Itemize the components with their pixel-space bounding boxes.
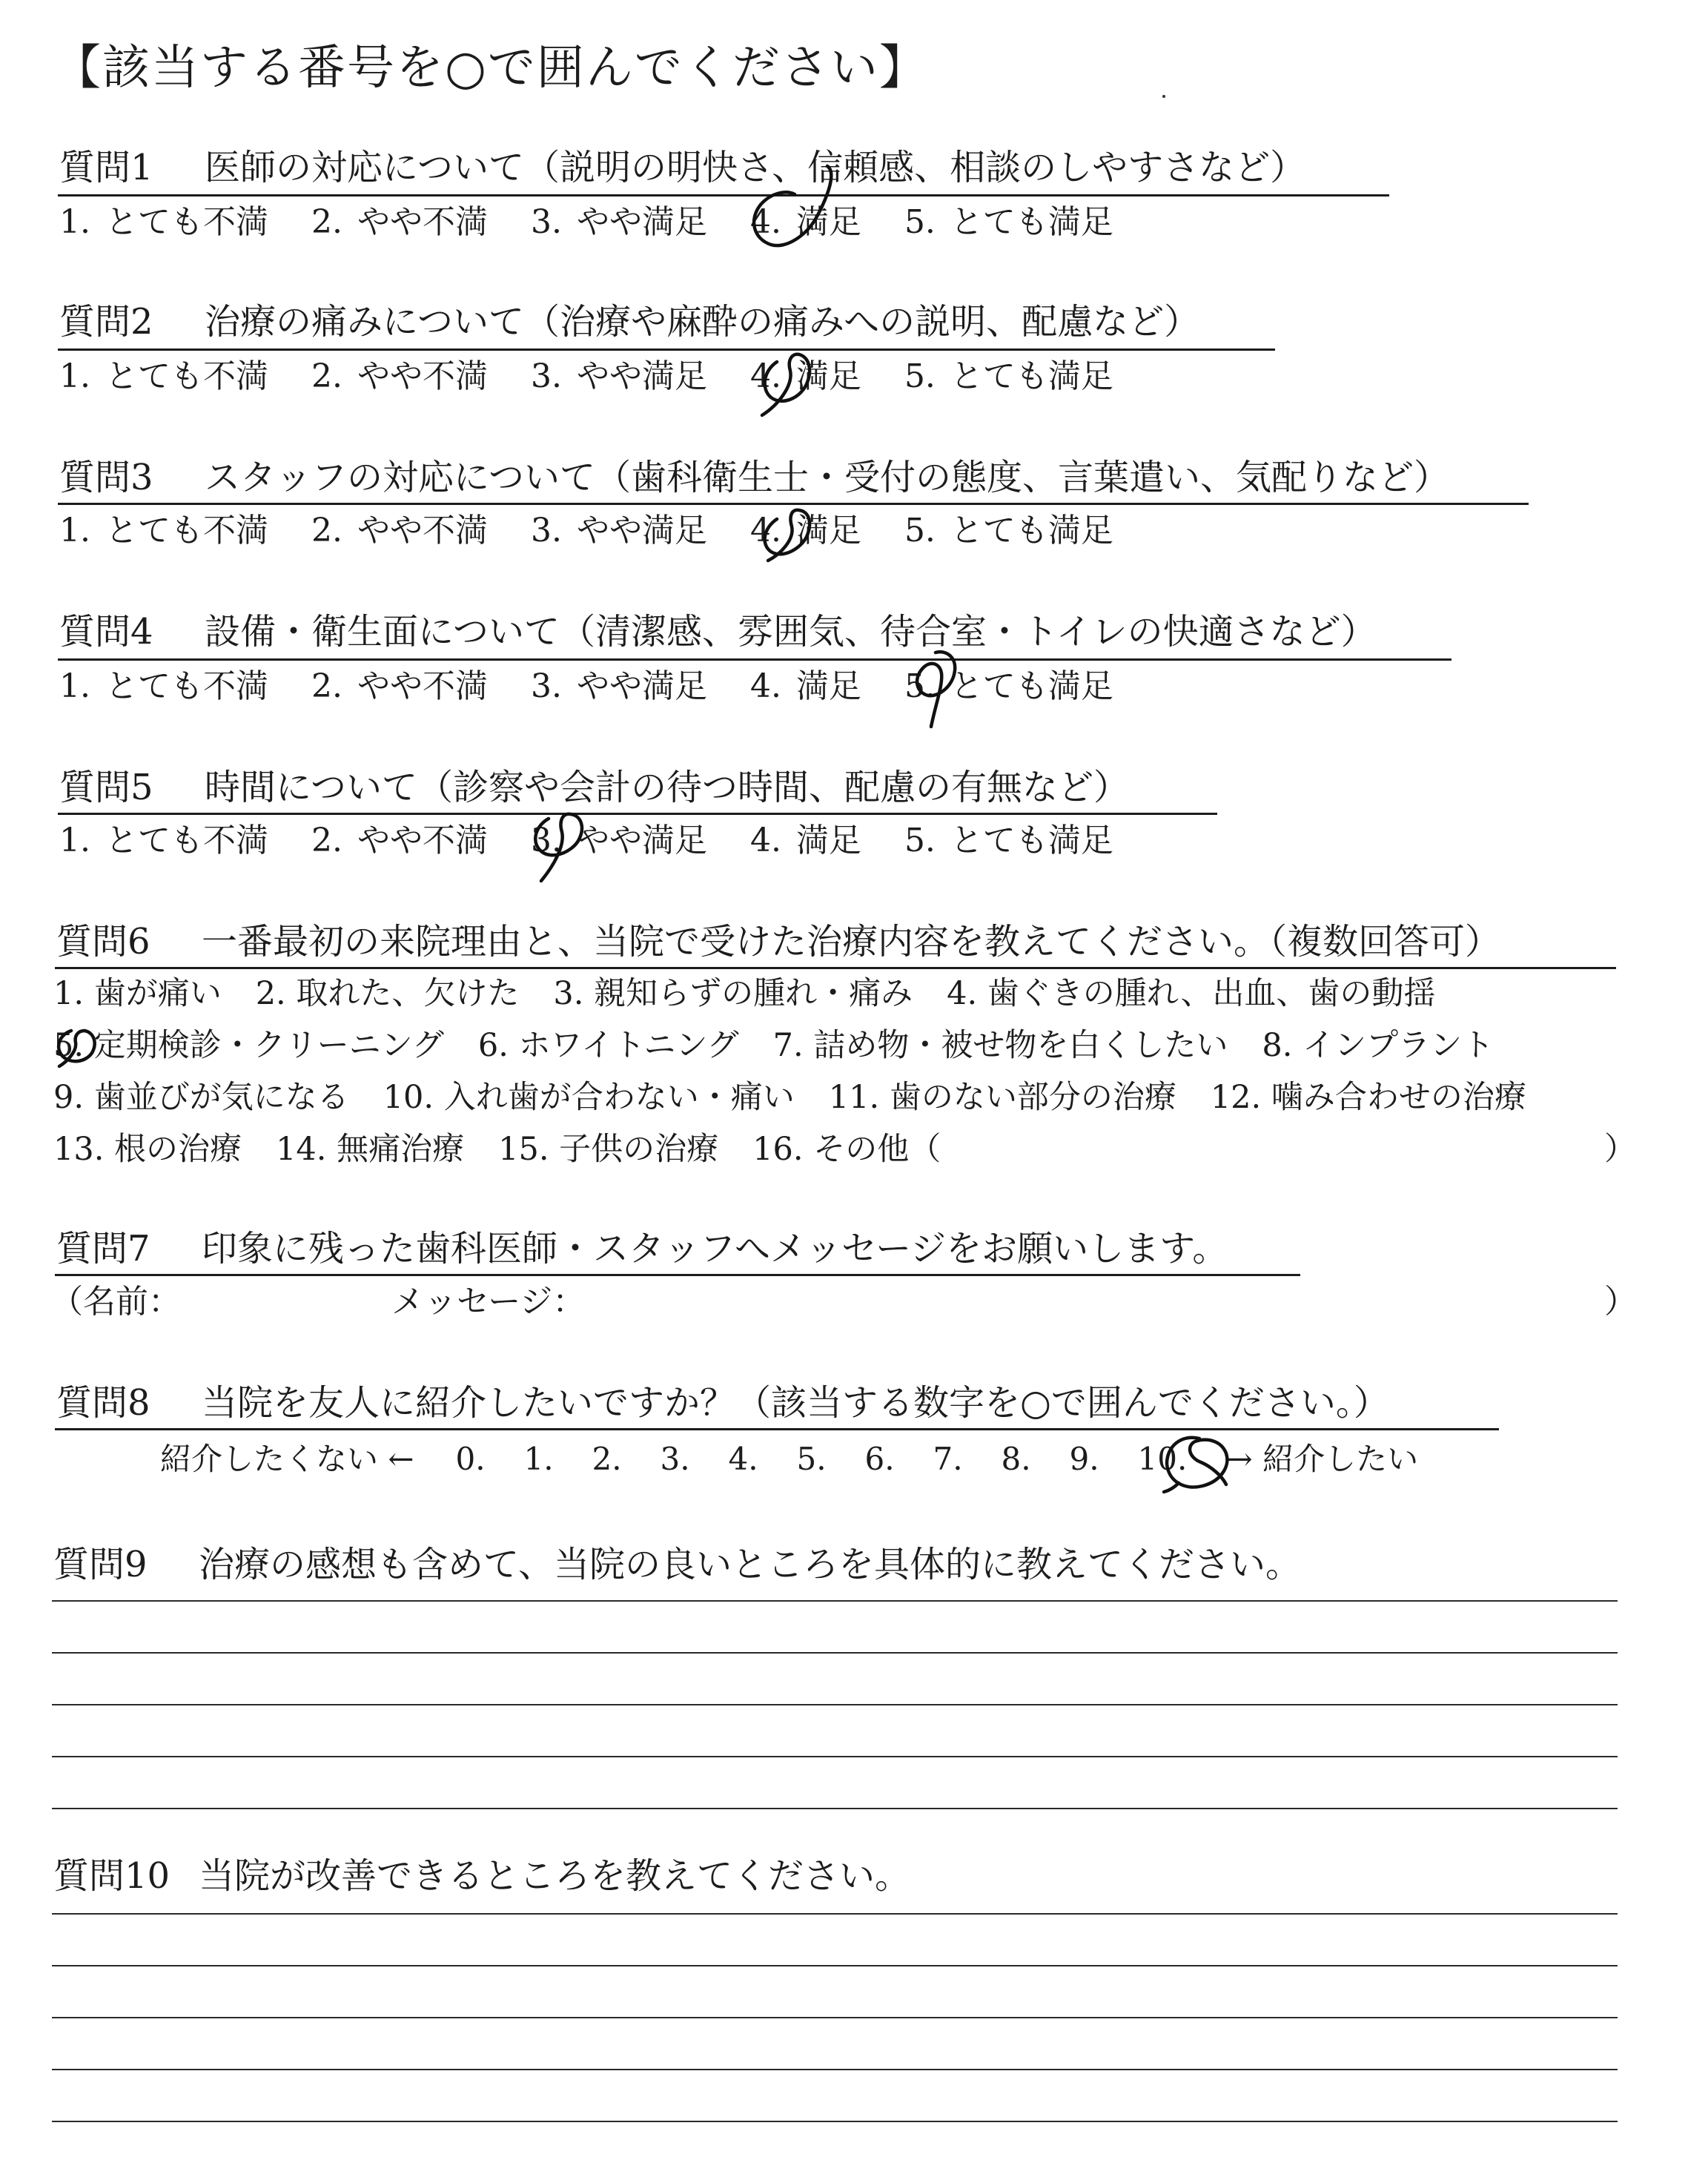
- choice-item[interactable]: 14. 無痛治療: [276, 1131, 465, 1168]
- option-3[interactable]: 3. やや満足: [530, 822, 707, 859]
- question-5-heading: [59, 765, 1129, 810]
- question-1-heading: [59, 145, 1305, 190]
- answer-line[interactable]: [52, 1600, 1618, 1602]
- choice-item[interactable]: 5. 定期検診・クリーニング: [53, 1027, 444, 1064]
- option-4[interactable]: 4. 満足: [749, 357, 861, 395]
- name-label: （名前：: [50, 1283, 181, 1321]
- choice-item[interactable]: 1. 歯が痛い: [53, 975, 222, 1012]
- question-underline: [58, 503, 1529, 505]
- question-underline: [58, 194, 1389, 196]
- scale-value[interactable]: 1.: [523, 1441, 554, 1477]
- message-label: メッセージ：: [391, 1283, 586, 1321]
- question-6-row-2: [53, 1025, 1528, 1066]
- choice-item[interactable]: 11. 歯のない部分の治療: [828, 1079, 1176, 1116]
- question-3-heading: [59, 455, 1449, 500]
- question-text: 一番最初の来院理由と、当院で受けた治療内容を教えてください。（複数回答可）: [202, 921, 1501, 962]
- choice-item[interactable]: 7. 詰め物・被せ物を白くしたい: [772, 1027, 1228, 1064]
- question-text: 時間について（診察や会計の待つ時間、配慮の有無など）: [205, 767, 1130, 808]
- answer-line[interactable]: [52, 1808, 1618, 1809]
- question-10-heading: [53, 1854, 910, 1898]
- answer-line[interactable]: [52, 2121, 1618, 2122]
- choice-item[interactable]: 16. その他（: [752, 1131, 941, 1168]
- question-text: スタッフの対応について（歯科衛生士・受付の態度、言葉遣い、気配りなど）: [205, 457, 1450, 498]
- question-4-options: [59, 666, 1156, 707]
- close-paren: ）: [1604, 1131, 1636, 1168]
- question-2-heading: [59, 300, 1199, 344]
- choice-item[interactable]: 2. 取れた、欠けた: [255, 975, 520, 1012]
- question-text: 治療の痛みについて（治療や麻酔の痛みへの説明、配慮など）: [205, 301, 1200, 343]
- question-underline: [58, 658, 1452, 661]
- question-underline: [55, 1428, 1499, 1430]
- question-text: 印象に残った歯科医師・スタッフへメッセージをお願いします。: [202, 1228, 1228, 1269]
- question-number: 質問5: [59, 767, 153, 808]
- question-8-heading: [56, 1381, 1389, 1425]
- choice-item[interactable]: 6. ホワイトニング: [477, 1027, 739, 1064]
- scale-value[interactable]: 3.: [660, 1441, 690, 1477]
- question-4-heading: [59, 610, 1377, 654]
- question-text: 当院が改善できるところを教えてください。: [199, 1855, 911, 1897]
- choice-item[interactable]: 8. インプラント: [1262, 1027, 1494, 1064]
- option-5[interactable]: 5. とても満足: [904, 512, 1113, 549]
- choice-item[interactable]: 4. 歯ぐきの腫れ、出血、歯の動揺: [947, 975, 1436, 1012]
- question-6-row-1: [53, 973, 1469, 1014]
- question-underline: [58, 813, 1217, 815]
- option-5[interactable]: 5. とても満足: [904, 822, 1113, 859]
- question-6-row-3: [53, 1077, 1560, 1118]
- question-number: 質問10: [53, 1855, 171, 1897]
- question-number: 質問2: [59, 301, 153, 343]
- option-5[interactable]: 5. とても満足: [904, 357, 1113, 395]
- question-text: 設備・衛生面について（清潔感、雰囲気、待合室・トイレの快適さなど）: [205, 611, 1377, 653]
- question-number: 質問1: [59, 147, 153, 188]
- question-9-heading: [53, 1542, 1301, 1587]
- choice-item[interactable]: 9. 歯並びが気になる: [53, 1079, 349, 1116]
- option-1[interactable]: 1. とても不満: [59, 822, 268, 859]
- scale-value[interactable]: 7.: [933, 1441, 963, 1477]
- question-number: 質問3: [59, 457, 153, 498]
- question-text: 医師の対応について（説明の明快さ、信頼感、相談のしやすさなど）: [205, 147, 1306, 188]
- question-number: 質問8: [56, 1382, 150, 1424]
- scale-left-label: 紹介したくない ←: [160, 1441, 414, 1477]
- scale-value[interactable]: 6.: [864, 1441, 895, 1477]
- scale-right-label: → 紹介したい: [1226, 1441, 1419, 1477]
- question-text: 当院を友人に紹介したいですか？（該当する数字を○で囲んでください。）: [202, 1382, 1389, 1424]
- stray-dot: [1162, 95, 1165, 98]
- scale-value[interactable]: 5.: [796, 1441, 827, 1477]
- choice-item[interactable]: 10. 入れ歯が合わない・痛い: [383, 1079, 795, 1116]
- answer-line[interactable]: [52, 2017, 1618, 2018]
- question-underline: [58, 349, 1275, 351]
- recommend-scale: [160, 1439, 1418, 1480]
- scale-value[interactable]: 2.: [592, 1441, 622, 1477]
- option-1[interactable]: 1. とても不満: [59, 667, 268, 705]
- scale-value[interactable]: 10.: [1137, 1441, 1188, 1477]
- option-3[interactable]: 3. やや満足: [530, 357, 707, 395]
- scale-value[interactable]: 8.: [1001, 1441, 1031, 1477]
- question-1-options: [59, 202, 1156, 243]
- question-6-row-4: [53, 1129, 975, 1170]
- choice-item[interactable]: 3. 親知らずの腫れ・痛み: [553, 975, 913, 1012]
- question-underline: [55, 1274, 1300, 1276]
- question-text: 治療の感想も含めて、当院の良いところを具体的に教えてください。: [199, 1544, 1302, 1585]
- answer-line[interactable]: [52, 1965, 1618, 1966]
- option-1[interactable]: 1. とても不満: [59, 512, 268, 549]
- option-5[interactable]: 5. とても満足: [904, 667, 1113, 705]
- question-2-options: [59, 356, 1156, 397]
- answer-line[interactable]: [52, 2069, 1618, 2070]
- page-title: 【該当する番号を○で囲んでください】: [53, 41, 928, 96]
- option-1[interactable]: 1. とても不満: [59, 203, 268, 241]
- option-1[interactable]: 1. とても不満: [59, 357, 268, 395]
- option-2[interactable]: 2. やや不満: [311, 822, 488, 859]
- question-5-options: [59, 820, 1156, 862]
- option-4[interactable]: 4. 満足: [749, 667, 861, 705]
- choice-item[interactable]: 13. 根の治療: [53, 1131, 242, 1168]
- choice-item[interactable]: 12. 噛み合わせの治療: [1210, 1079, 1526, 1116]
- option-2[interactable]: 2. やや不満: [311, 203, 488, 241]
- option-3[interactable]: 3. やや満足: [530, 203, 707, 241]
- question-3-options: [59, 510, 1156, 552]
- question-number: 質問4: [59, 611, 153, 653]
- option-3[interactable]: 3. やや満足: [530, 512, 707, 549]
- option-4[interactable]: 4. 満足: [749, 203, 861, 241]
- question-7-heading: [56, 1226, 1228, 1271]
- option-4[interactable]: 4. 満足: [749, 512, 861, 549]
- option-2[interactable]: 2. やや不満: [311, 357, 488, 395]
- option-2[interactable]: 2. やや不満: [311, 512, 488, 549]
- question-number: 質問6: [56, 921, 150, 962]
- scale-value[interactable]: 4.: [728, 1441, 758, 1477]
- question-underline: [55, 967, 1616, 969]
- choice-item[interactable]: 15. 子供の治療: [498, 1131, 719, 1168]
- answer-line[interactable]: [52, 1913, 1618, 1915]
- answer-line[interactable]: [52, 1704, 1618, 1705]
- close-paren: ）: [1604, 1283, 1637, 1321]
- answer-line[interactable]: [52, 1652, 1618, 1654]
- option-3[interactable]: 3. やや満足: [530, 667, 707, 705]
- scale-value[interactable]: 0.: [455, 1441, 486, 1477]
- option-5[interactable]: 5. とても満足: [904, 203, 1113, 241]
- question-number: 質問9: [53, 1544, 148, 1585]
- scale-value[interactable]: 9.: [1069, 1441, 1099, 1477]
- answer-line[interactable]: [52, 1756, 1618, 1757]
- question-number: 質問7: [56, 1228, 150, 1269]
- option-4[interactable]: 4. 満足: [749, 822, 861, 859]
- question-6-heading: [56, 919, 1500, 964]
- option-2[interactable]: 2. やや不満: [311, 667, 488, 705]
